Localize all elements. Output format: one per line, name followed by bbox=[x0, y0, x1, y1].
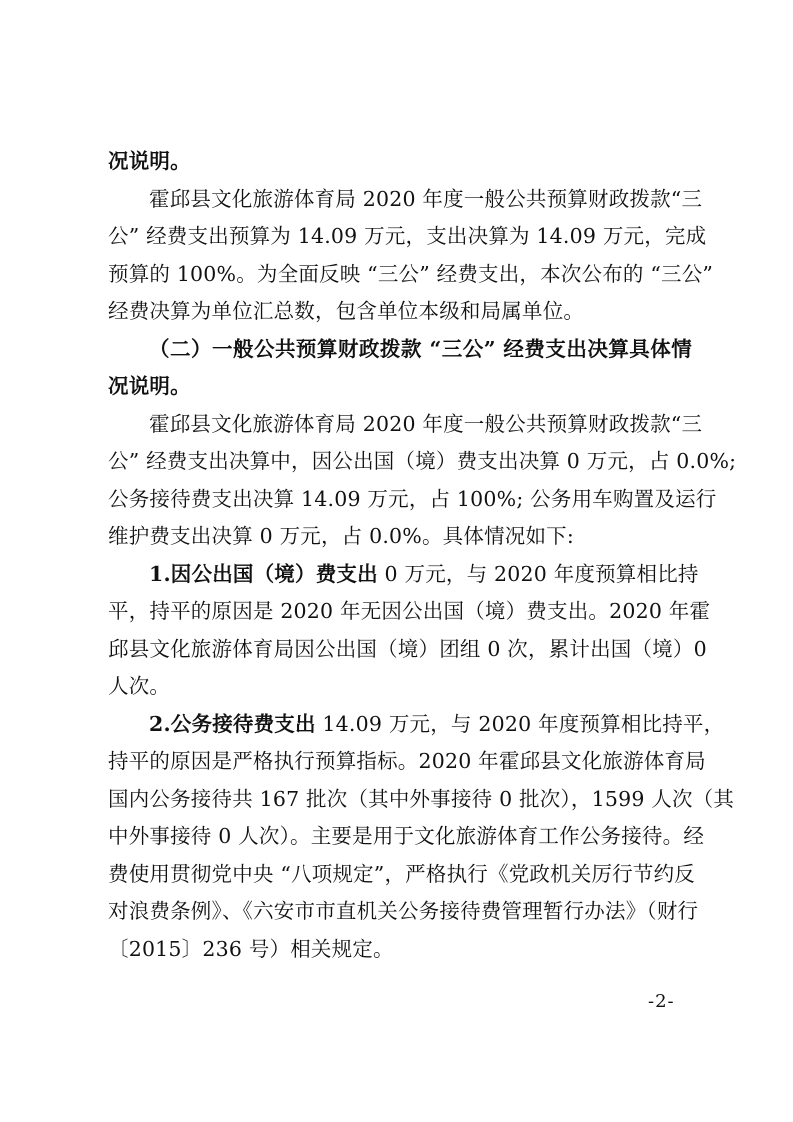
paragraph-text: 霍邱县文化旅游体育局 2020 年度一般公共预算财政拨款“三 bbox=[149, 186, 703, 211]
line-12 bbox=[108, 556, 699, 594]
paragraph-text: 中外事接待 0 人次）。主要是用于文化旅游体育工作公务接待。经 bbox=[108, 824, 705, 848]
line-16 bbox=[108, 706, 725, 744]
paragraph-text: 〔2015〕236 号）相关规定。 bbox=[108, 936, 394, 961]
line-3 bbox=[108, 218, 707, 256]
line-4 bbox=[108, 256, 714, 294]
line-21 bbox=[108, 893, 699, 931]
paragraph-text: 平，持平的原因是 2020 年无因公出国（境）费支出。2020 年霍 bbox=[108, 599, 711, 623]
paragraph-text: 公” 经费支出预算为 14.09 万元，支出决算为 14.09 万元，完成 bbox=[108, 224, 707, 248]
section-heading: 况说明。 bbox=[108, 374, 191, 398]
paragraph-text: 0 万元，与 2020 年度预算相比持 bbox=[377, 561, 699, 586]
paragraph-text: 霍邱县文化旅游体育局 2020 年度一般公共预算财政拨款“三 bbox=[149, 411, 703, 436]
paragraph-text: 对浪费条例》、《六安市市直机关公务接待费管理暂行办法》（财行 bbox=[108, 899, 699, 923]
line-18 bbox=[108, 781, 735, 819]
item-title: 1.因公出国（境）费支出 bbox=[149, 561, 378, 586]
heading-continuation: 况说明。 bbox=[108, 149, 191, 173]
line-7 bbox=[108, 368, 692, 406]
paragraph-text: 国内公务接待共 167 批次（其中外事接待 0 批次），1599 人次（其 bbox=[108, 786, 735, 811]
line-1 bbox=[108, 143, 692, 181]
line-20 bbox=[108, 856, 695, 894]
line-22 bbox=[108, 931, 692, 969]
line-2 bbox=[108, 181, 703, 219]
page-number: -2- bbox=[648, 991, 675, 1012]
line-19 bbox=[108, 818, 705, 856]
paragraph-text: 公” 经费支出决算中，因公出国（境）费支出决算 0 万元，占 0.0%; bbox=[108, 449, 737, 473]
line-15 bbox=[108, 668, 692, 706]
line-9 bbox=[108, 443, 737, 481]
line-11 bbox=[108, 518, 692, 556]
paragraph-text: 费使用贯彻党中央 “八项规定”，严格执行《党政机关厉行节约反 bbox=[108, 861, 695, 886]
paragraph-text: 经费决算为单位汇总数，包含单位本级和局属单位。 bbox=[108, 299, 585, 323]
document-body bbox=[108, 143, 737, 968]
paragraph-text: 邱县文化旅游体育局因公出国（境）团组 0 次，累计出国（境）0 bbox=[108, 636, 707, 661]
item-title: 2.公务接待费支出 bbox=[149, 711, 316, 736]
line-10 bbox=[108, 481, 717, 519]
paragraph-text: 14.09 万元，与 2020 年度预算相比持平， bbox=[315, 711, 725, 736]
paragraph-text: 人次。 bbox=[108, 674, 171, 698]
section-heading: （二）一般公共预算财政拨款 “三公” 经费支出决算具体情 bbox=[149, 336, 692, 361]
paragraph-text: 预算的 100%。为全面反映 “三公” 经费支出，本次公布的 “三公” bbox=[108, 261, 714, 286]
paragraph-text: 持平的原因是严格执行预算指标。2020 年霍邱县文化旅游体育局 bbox=[108, 749, 706, 773]
paragraph-text: 维护费支出决算 0 万元，占 0.0%。具体情况如下: bbox=[108, 524, 574, 548]
line-5 bbox=[108, 293, 692, 331]
line-17 bbox=[108, 743, 706, 781]
line-14 bbox=[108, 631, 707, 669]
line-6 bbox=[108, 331, 692, 369]
paragraph-text: 公务接待费支出决算 14.09 万元，占 100%; 公务用车购置及运行 bbox=[108, 486, 717, 511]
line-8 bbox=[108, 406, 703, 444]
line-13 bbox=[108, 593, 711, 631]
